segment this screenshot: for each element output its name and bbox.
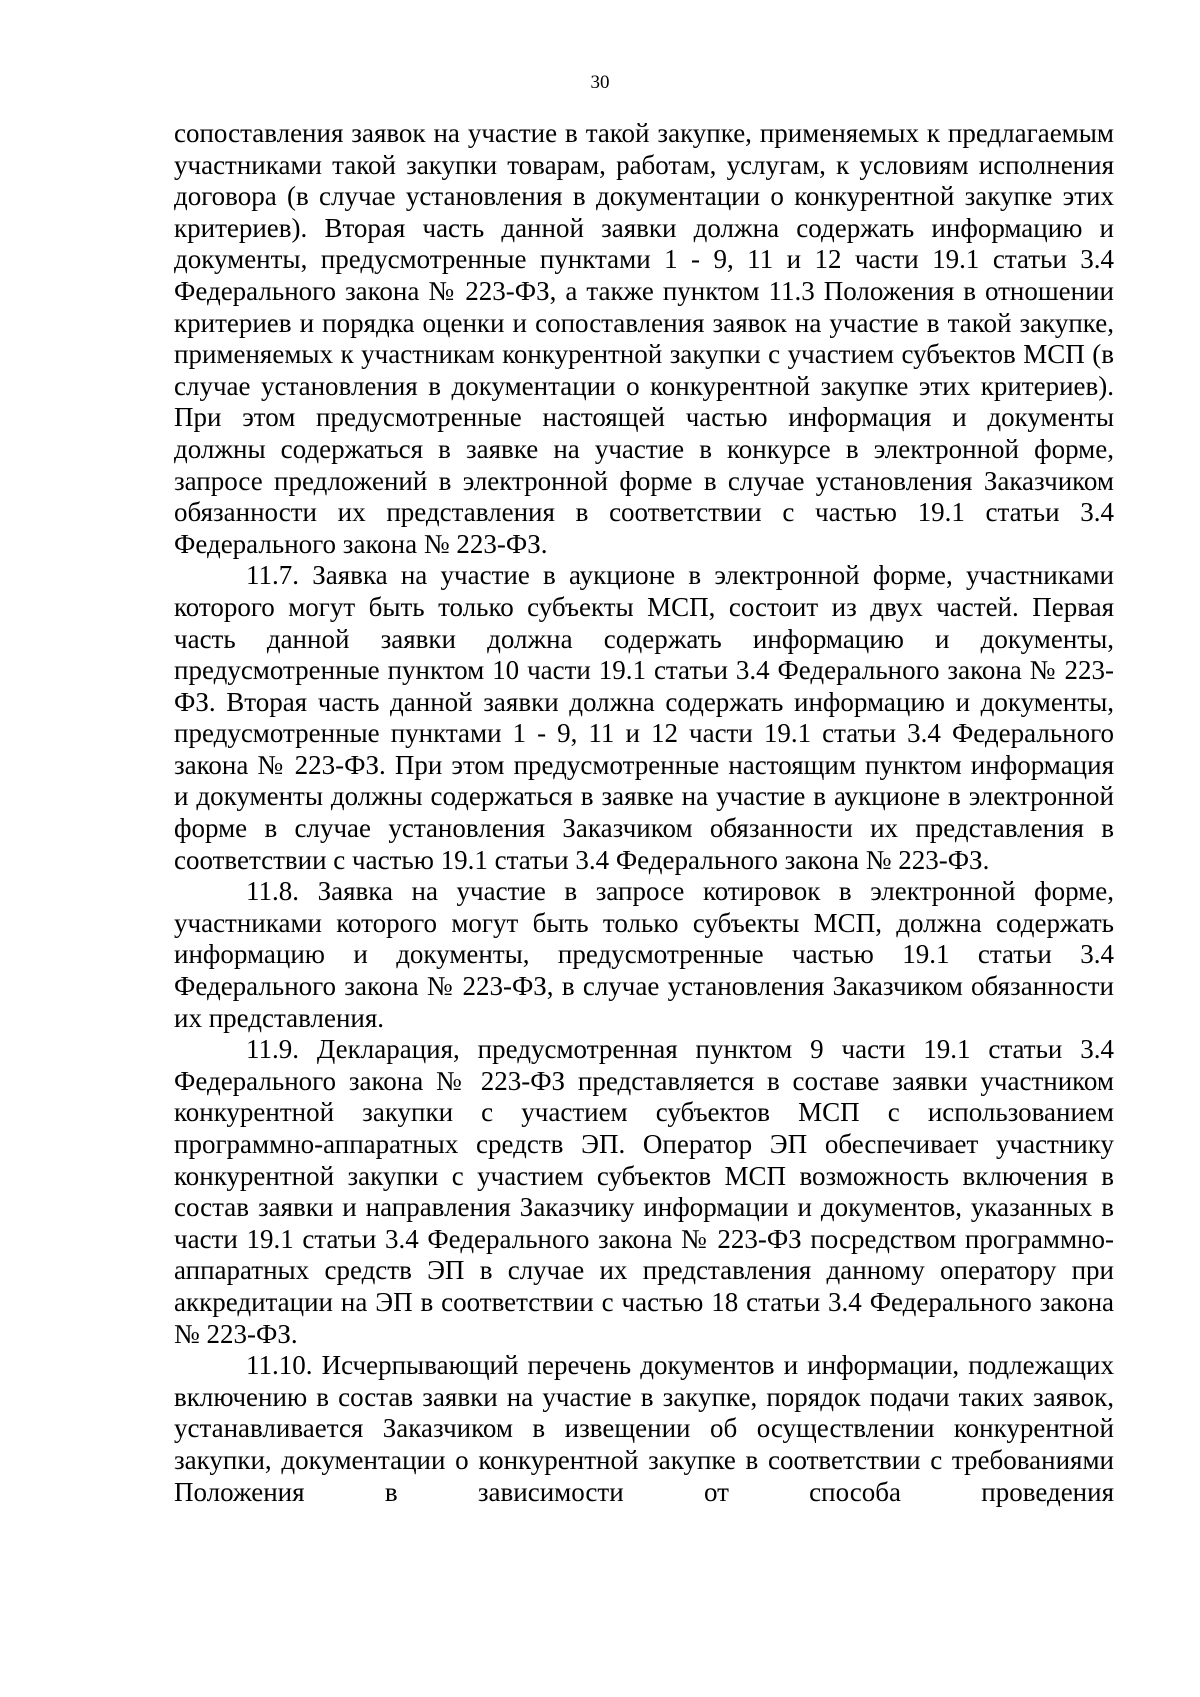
paragraph-11-8: 11.8. Заявка на участие в запросе котировок в электронной форме, участниками которого могут быть только субъекты МСП, должна содержать информацию и документы, предусмотренные частью 19.1 статьи 3.4 Федерального закона № 223-ФЗ, в случае установления Заказчиком обязанности их представления. <box>174 876 1114 1033</box>
page-number: 30 <box>590 72 610 93</box>
paragraph-11-10: 11.10. Исчерпывающий перечень документов и информации, подлежащих включению в состав заявки на участие в закупке, порядок подачи таких заявок, устанавливается Заказчиком в извещении об осуществлении конкурентной закупки, документации о конкурентной закупке в соответствии с требованиями Положения в зависимости от способа проведения <box>174 1350 1114 1507</box>
paragraph-11-7: 11.7. Заявка на участие в аукционе в электронной форме, участниками которого могут быть только субъекты МСП, состоит из двух частей. Первая часть данной заявки должна содержать информацию и документы, предусмотренные пунктом 10 части 19.1 статьи 3.4 Федерального закона № 223-ФЗ. Вторая часть данной заявки должна содержать информацию и документы, предусмотренные пунктами 1 - 9, 11 и 12 части 19.1 статьи 3.4 Федерального закона № 223-ФЗ. При этом предусмотренные настоящим пунктом информация и документы должны содержаться в заявке на участие в аукционе в электронной форме в случае установления Заказчиком обязанности их представления в соответствии с частью 19.1 статьи 3.4 Федерального закона № 223-ФЗ. <box>174 560 1114 875</box>
paragraph-11-9: 11.9. Декларация, предусмотренная пунктом 9 части 19.1 статьи 3.4 Федерального закона № 223-ФЗ представляется в составе заявки участником конкурентной закупки с участием субъектов МСП с использованием программно-аппаратных средств ЭП. Оператор ЭП обеспечивает участнику конкурентной закупки с участием субъектов МСП возможность включения в состав заявки и направления Заказчику информации и документов, указанных в части 19.1 статьи 3.4 Федерального закона № 223-ФЗ посредством программно-аппаратных средств ЭП в случае их представления данному оператору при аккредитации на ЭП в соответствии с частью 18 статьи 3.4 Федерального закона № 223-ФЗ. <box>174 1034 1114 1349</box>
document-body <box>174 118 1114 1508</box>
paragraph-continuation: сопоставления заявок на участие в такой закупке, применяемых к предлагаемым участниками такой закупки товарам, работам, услугам, к условиям исполнения договора (в случае установления в документации о конкурентной закупке этих критериев). Вторая часть данной заявки должна содержать информацию и документы, предусмотренные пунктами 1 - 9, 11 и 12 части 19.1 статьи 3.4 Федерального закона № 223-ФЗ, а также пунктом 11.3 Положения в отношении критериев и порядка оценки и сопоставления заявок на участие в такой закупке, применяемых к участникам конкурентной закупки с участием субъектов МСП (в случае установления в документации о конкурентной закупке этих критериев). При этом предусмотренные настоящей частью информация и документы должны содержаться в заявке на участие в конкурсе в электронной форме, запросе предложений в электронной форме в случае установления Заказчиком обязанности их представления в соответствии с частью 19.1 статьи 3.4 Федерального закона № 223-ФЗ. <box>174 118 1114 559</box>
